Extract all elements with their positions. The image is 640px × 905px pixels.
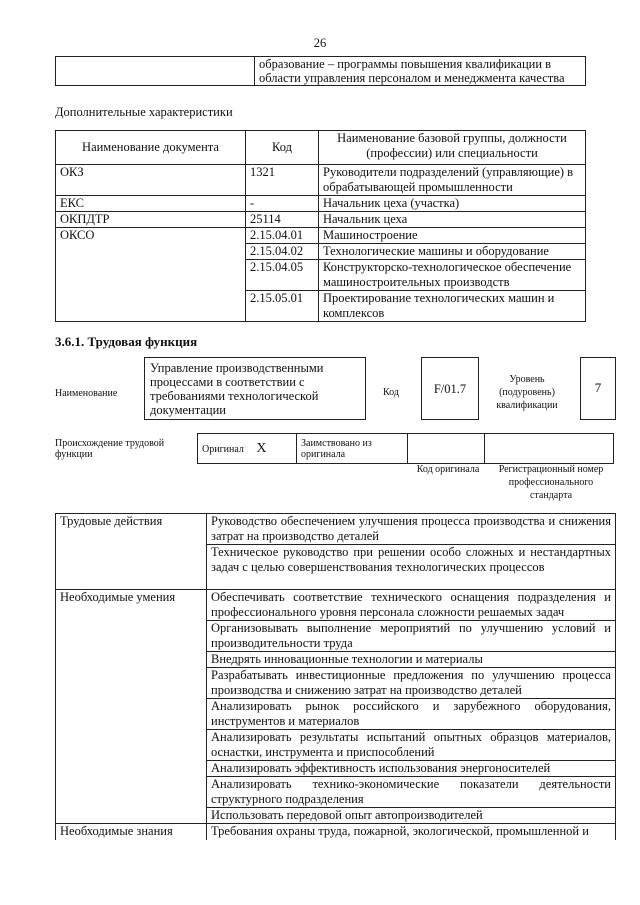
level-label: Уровень (подуровень) квалификации [496, 374, 558, 411]
top-table-text: образование – программы повышения квалификации в области управления персоналом и менеджмента качества [255, 57, 586, 86]
table-row: Необходимые знания Требования охраны труда, пожарной, экологической, промышленной и [56, 824, 616, 840]
table-row: ОКСО 2.15.04.01 Машиностроение [56, 228, 586, 244]
additional-heading: Дополнительные характеристики [55, 105, 233, 119]
borrowed-label: Заимствовано из оригинала [297, 434, 408, 464]
table-row: Внедрять инновационные технологии и материалы [56, 652, 616, 668]
table-row: 2.15.04.02 Технологические машины и оборудование [56, 244, 586, 260]
additional-table [55, 130, 586, 322]
table-row: ЕКС - Начальник цеха (участка) [56, 196, 586, 212]
header-code: Код [246, 131, 319, 165]
original-cell [198, 434, 297, 464]
function-heading: 3.6.1. Трудовая функция [55, 334, 198, 349]
original-label: Оригинал [202, 443, 244, 455]
label-knowledge: Необходимые знания [56, 824, 207, 840]
code-original-cell [408, 434, 485, 464]
table-row: Анализировать результаты испытаний опытных образцов материалов, оснастки, инструмента и приспособлений [56, 730, 616, 761]
header-name: Наименование базовой группы, должности (профессии) или специальности [319, 131, 586, 165]
table-row: 2.15.04.05 Конструкторско-технологическое обеспечение машиностроительных производств [56, 260, 586, 291]
table-row: 2.15.05.01 Проектирование технологических машин и комплексов [56, 291, 586, 322]
table-row: ОКПДТР 25114 Начальник цеха [56, 212, 586, 228]
origin-table [197, 433, 614, 464]
original-mark: X [256, 440, 267, 456]
label-actions: Трудовые действия [56, 514, 207, 590]
level-value: 7 [594, 380, 602, 395]
table-row: Техническое руководство при решении особо сложных и нестандартных задач с целью совершенствования технологических процессов [56, 545, 616, 590]
table-row: Анализировать рынок российского и зарубежного оборудования, инструментов и материалов [56, 699, 616, 730]
function-code-box [421, 357, 479, 420]
table-row: Анализировать эффективность использования энергоносителей [56, 761, 616, 777]
reg-number-cell [485, 434, 614, 464]
name-label: Наименование [55, 388, 118, 399]
label-skills: Необходимые умения [56, 590, 207, 824]
table-row: Разрабатывать инвестиционные предложения по улучшению процесса производства и снижению затрат на производство деталей [56, 668, 616, 699]
header-doc: Наименование документа [56, 131, 246, 165]
table-row: Организовывать выполнение мероприятий по улучшению условий и производительности труда [56, 621, 616, 652]
top-table [55, 56, 586, 86]
details-table [55, 513, 616, 840]
table-row: Анализировать технико-экономические показатели деятельности структурного подразделения [56, 777, 616, 808]
page-number: 26 [313, 36, 327, 50]
reg-number-caption: Регистрационный номер профессионального стандарта [498, 464, 604, 501]
table-row: ОКЗ 1321 Руководители подразделений (управляющие) в обрабатывающей промышленности [56, 165, 586, 196]
code-original-caption: Код оригинала [416, 464, 480, 475]
function-code: F/01.7 [433, 382, 467, 396]
table-row: Использовать передовой опыт автопроизводителей [56, 808, 616, 824]
function-name-box [144, 357, 366, 420]
table-row: Необходимые умения Обеспечивать соответствие технического оснащения подразделения и профессионального уровня персонала сложности решаемых задач [56, 590, 616, 621]
level-box [580, 357, 616, 420]
table-row: Трудовые действия Руководство обеспечением улучшения процесса производства и снижения затрат на производство деталей [56, 514, 616, 545]
function-name: Управление производственными процессами в соответствии с требованиями технологической документации [150, 361, 324, 417]
origin-label: Происхождение трудовой функции [55, 438, 165, 460]
code-label: Код [383, 387, 399, 398]
